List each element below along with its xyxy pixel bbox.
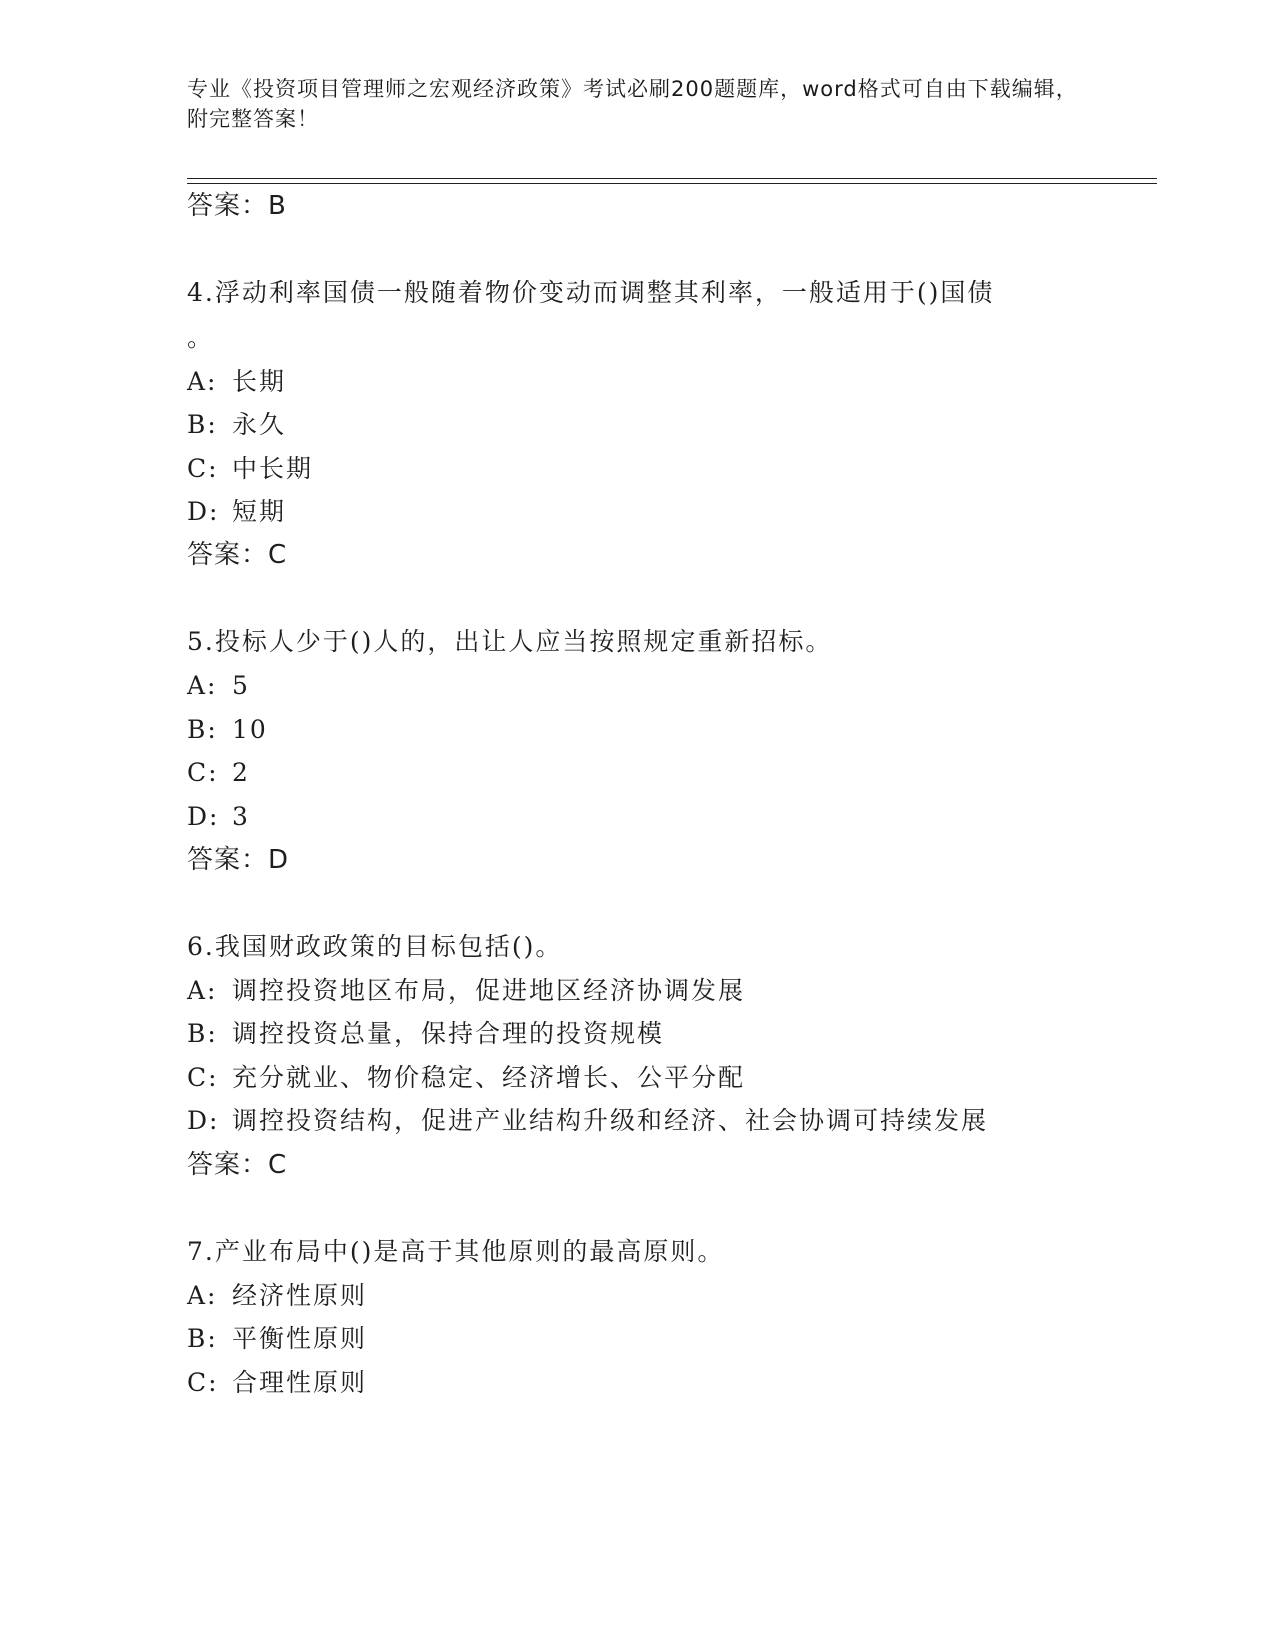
option-d: [187, 496, 286, 528]
answer-value: C: [268, 540, 288, 570]
option-text: 充分就业、物价稳定、经济增长、公平分配: [232, 1063, 746, 1092]
option-text: 10: [232, 715, 268, 744]
option-text: 3: [232, 802, 250, 831]
option-key: D:: [187, 802, 220, 831]
question-4-text-continued: 。: [187, 323, 215, 352]
option-b: [187, 1018, 664, 1050]
document-header: 专业《投资项目管理师之宏观经济政策》考试必刷200题题库，word格式可自由下载编辑，附完整答案！: [187, 77, 1078, 131]
option-a: [187, 1280, 367, 1312]
option-key: B:: [187, 1324, 218, 1353]
option-c: [187, 1062, 745, 1094]
option-c: [187, 1367, 367, 1399]
question-4-text: 4.浮动利率国债一般随着物价变动而调整其利率，一般适用于()国债: [187, 278, 995, 307]
document-page: [187, 0, 1157, 1650]
option-key: A:: [187, 976, 218, 1005]
option-a: [187, 975, 745, 1007]
header-divider-top: [187, 178, 1157, 179]
option-key: D:: [187, 497, 220, 526]
option-text: 调控投资结构，促进产业结构升级和经济、社会协调可持续发展: [232, 1106, 989, 1135]
option-key: A:: [187, 671, 218, 700]
option-key: C:: [187, 758, 219, 787]
option-d: [187, 1105, 988, 1137]
option-key: B:: [187, 410, 218, 439]
option-text: 永久: [232, 410, 287, 439]
option-b: [187, 1323, 367, 1355]
option-text: 经济性原则: [232, 1281, 368, 1310]
answer-label: 答案：: [187, 1150, 269, 1180]
option-a: [187, 670, 250, 702]
option-c: [187, 757, 250, 789]
question-6-text: 6.我国财政政策的目标包括()。: [187, 932, 563, 961]
option-key: C:: [187, 1063, 219, 1092]
option-text: 中长期: [232, 454, 314, 483]
option-key: A:: [187, 367, 218, 396]
option-key: D:: [187, 1106, 220, 1135]
option-key: C:: [187, 1368, 219, 1397]
option-text: 2: [232, 758, 250, 787]
option-key: C:: [187, 454, 219, 483]
option-text: 短期: [232, 497, 287, 526]
answer-line: [187, 844, 289, 876]
option-c: [187, 453, 313, 485]
option-text: 平衡性原则: [232, 1324, 368, 1353]
answer-label: 答案：: [187, 540, 269, 570]
question-5-text: 5.投标人少于()人的，出让人应当按照规定重新招标。: [187, 627, 833, 656]
option-a: [187, 366, 286, 398]
answer-value: C: [268, 1150, 288, 1180]
option-text: 长期: [232, 367, 287, 396]
answer-line: [187, 1149, 287, 1181]
option-text: 合理性原则: [232, 1368, 368, 1397]
header-divider-bottom: [187, 183, 1157, 184]
option-key: B:: [187, 1019, 218, 1048]
answer-label: 答案：: [187, 191, 269, 221]
answer-label: 答案：: [187, 845, 269, 875]
answer-line: [187, 190, 287, 222]
option-b: [187, 409, 286, 441]
option-text: 调控投资总量，保持合理的投资规模: [232, 1019, 665, 1048]
option-b: [187, 714, 268, 746]
answer-line: [187, 539, 287, 571]
question-7-text: 7.产业布局中()是高于其他原则的最高原则。: [187, 1237, 725, 1266]
option-text: 5: [232, 671, 250, 700]
answer-value: D: [268, 845, 290, 875]
option-key: A:: [187, 1281, 218, 1310]
option-d: [187, 801, 250, 833]
answer-value: B: [268, 191, 287, 221]
option-text: 调控投资地区布局，促进地区经济协调发展: [232, 976, 746, 1005]
option-key: B:: [187, 715, 218, 744]
